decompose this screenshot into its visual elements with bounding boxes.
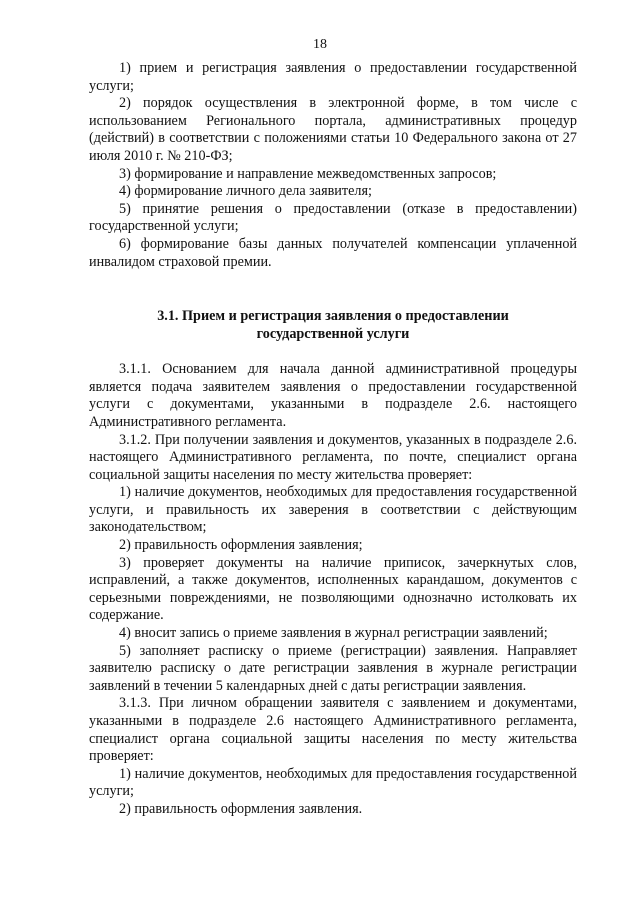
section-paragraph: 3.1.1. Основанием для начала данной административной процедуры является подача заявителем заявления о предоставлении государственной услуги с документами, указанными в подразделе 2.6. настоящего Административного регламента. — [89, 361, 577, 430]
intro-list-item: 3) формирование и направление межведомственных запросов; — [119, 165, 497, 182]
section-paragraph: 3.1.2. При получении заявления и документов, указанных в подразделе 2.6. настоящего Административного регламента, по почте, специалист органа социальной защиты населения по месту жительства проверяет: — [89, 431, 577, 483]
intro-list-item: 1) прием и регистрация заявления о предоставлении государственной услуги; — [89, 60, 577, 94]
section-paragraph: 4) вносит запись о приеме заявления в журнал регистрации заявлений; — [119, 625, 548, 642]
intro-list-item: 4) формирование личного дела заявителя; — [119, 183, 372, 200]
section-paragraph: 3) проверяет документы на наличие приписок, зачеркнутых слов, исправлений, а также документов, исполненных карандашом, документов с серьезными повреждениями, не позволяющими однозначно истолковать их содержание. — [89, 554, 577, 624]
section-paragraph: 2) правильность оформления заявления; — [119, 537, 363, 554]
heading-gap — [89, 343, 577, 361]
section-paragraph: 1) наличие документов, необходимых для предоставления государственной услуги; — [89, 765, 577, 800]
intro-list-item: 2) порядок осуществления в электронной форме, в том числе с использованием Регионального портала, административных процедур (действий) в соответствии с положениями статьи 10 Федерального закона от 27 июля 2010 г. № 210-ФЗ; — [89, 95, 577, 164]
page-number: 18 — [313, 37, 327, 52]
section-paragraph: 3.1.3. При личном обращении заявителя с заявлением и документами, указанными в подразделе 2.6 настоящего Административного регламента, специалист органа социальной защиты населения по месту жительства проверяет: — [89, 695, 577, 765]
document-body — [89, 60, 577, 819]
section-gap — [89, 271, 577, 307]
section-paragraph: 5) заполняет расписку о приеме (регистрации) заявления. Направляет заявителю расписку о дате регистрации заявления в журнале регистрации заявлений в течении 5 календарных дней с даты регистрации заявления. — [89, 642, 577, 694]
section-paragraph: 1) наличие документов, необходимых для предоставления государственной услуги, и правильность их заверения в соответствии с действующим законодательством; — [89, 484, 577, 536]
intro-list-item: 6) формирование базы данных получателей компенсации уплаченной инвалидом страховой премии. — [89, 235, 577, 270]
section-heading: 3.1. Прием и регистрация заявления о предоставлении государственной услуги — [157, 308, 509, 343]
intro-list-item: 5) принятие решения о предоставлении (отказе в предоставлении) государственной услуги; — [89, 200, 577, 235]
section-paragraph: 2) правильность оформления заявления. — [119, 800, 363, 817]
